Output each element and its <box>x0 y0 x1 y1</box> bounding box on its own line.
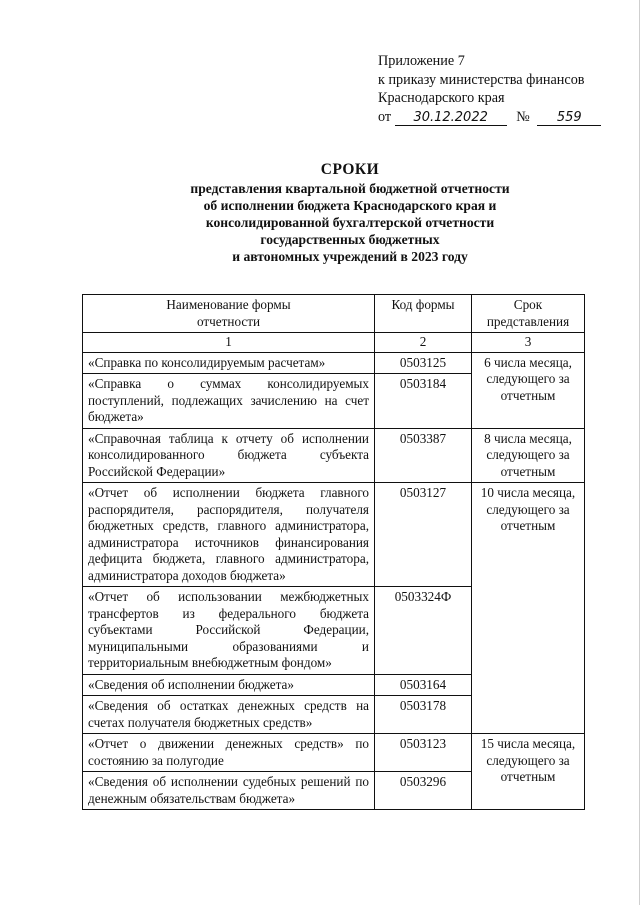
form-code: 0503125 <box>375 352 472 374</box>
appendix-order: к приказу министерства финансов <box>378 71 585 88</box>
table-row <box>83 483 585 587</box>
deadlines-table <box>82 294 585 810</box>
form-name: «Справка о суммах консолидируемых поступлений, подлежащих зачислению на счет бюджета» <box>83 374 375 429</box>
document-title <box>100 160 600 265</box>
title-line: государственных бюджетных <box>260 232 440 247</box>
deadline: 10 числа месяца, следующего за отчетным <box>472 483 585 734</box>
deadline: 8 числа месяца, следующего за отчетным <box>472 428 585 483</box>
date-prefix: от <box>378 108 392 125</box>
header-deadline-line1: Срок <box>513 297 543 312</box>
form-code: 0503387 <box>375 428 472 483</box>
appendix-block <box>378 52 601 126</box>
form-code: 0503123 <box>375 734 472 772</box>
deadline: 15 числа месяца, следующего за отчетным <box>472 734 585 810</box>
header-form-code: Код формы <box>375 295 472 333</box>
form-name: «Сведения об исполнении судебных решений по денежным обязательствам бюджета» <box>83 772 375 810</box>
form-name: «Отчет об исполнении бюджета главного распорядителя, распорядителя, получателя бюджетных средств, главного администратора, администратора источников финансирования дефицита бюджета, главного администратора, администратора доходов бюджета» <box>83 483 375 587</box>
form-name: «Справочная таблица к отчету об исполнении консолидированного бюджета субъекта Российской Федерации» <box>83 428 375 483</box>
header-form-name-line2: отчетности <box>196 313 261 329</box>
deadline: 6 числа месяца, следующего за отчетным <box>472 352 585 428</box>
appendix-date-number <box>378 108 601 127</box>
appendix-title: Приложение 7 <box>378 53 465 69</box>
form-name: «Отчет о движении денежных средств» по состоянию за полугодие <box>83 734 375 772</box>
form-code: 0503164 <box>375 674 472 696</box>
form-code: 0503127 <box>375 483 472 587</box>
form-code: 0503324Ф <box>375 587 472 675</box>
column-number: 3 <box>472 333 585 353</box>
header-form-name-line1: Наименование формы <box>166 297 291 312</box>
column-number: 2 <box>375 333 472 353</box>
table-row <box>83 352 585 374</box>
column-number: 1 <box>83 333 375 353</box>
title-main: СРОКИ <box>320 161 380 178</box>
order-date: 30.12.2022 <box>395 110 507 126</box>
form-code: 0503178 <box>375 696 472 734</box>
header-deadline <box>472 295 585 333</box>
number-prefix: № <box>516 108 530 125</box>
table-row <box>83 734 585 772</box>
column-number-row <box>83 333 585 353</box>
form-code: 0503184 <box>375 374 472 429</box>
appendix-region: Краснодарского края <box>378 90 505 106</box>
header-form-name <box>83 295 375 333</box>
form-name: «Справка по консолидируемым расчетам» <box>83 352 375 374</box>
form-code: 0503296 <box>375 772 472 810</box>
form-name: «Сведения об остатках денежных средств на счетах получателя бюджетных средств» <box>83 696 375 734</box>
form-name: «Отчет об использовании межбюджетных трансфертов из федерального бюджета субъектами Российской Федерации, муниципальными образованиями и территориальным внебюджетным фондом» <box>83 587 375 675</box>
title-line: консолидированной бухгалтерской отчетности <box>205 215 495 230</box>
table-header-row <box>83 295 585 333</box>
title-line: и автономных учреждений в 2023 году <box>232 249 468 264</box>
title-line: об исполнении бюджета Краснодарского края и <box>203 198 497 213</box>
order-number: 559 <box>537 110 601 126</box>
header-deadline-line2: представления <box>486 313 570 329</box>
form-name: «Сведения об исполнении бюджета» <box>83 674 375 696</box>
table-row <box>83 428 585 483</box>
title-line: представления квартальной бюджетной отчетности <box>190 181 510 196</box>
